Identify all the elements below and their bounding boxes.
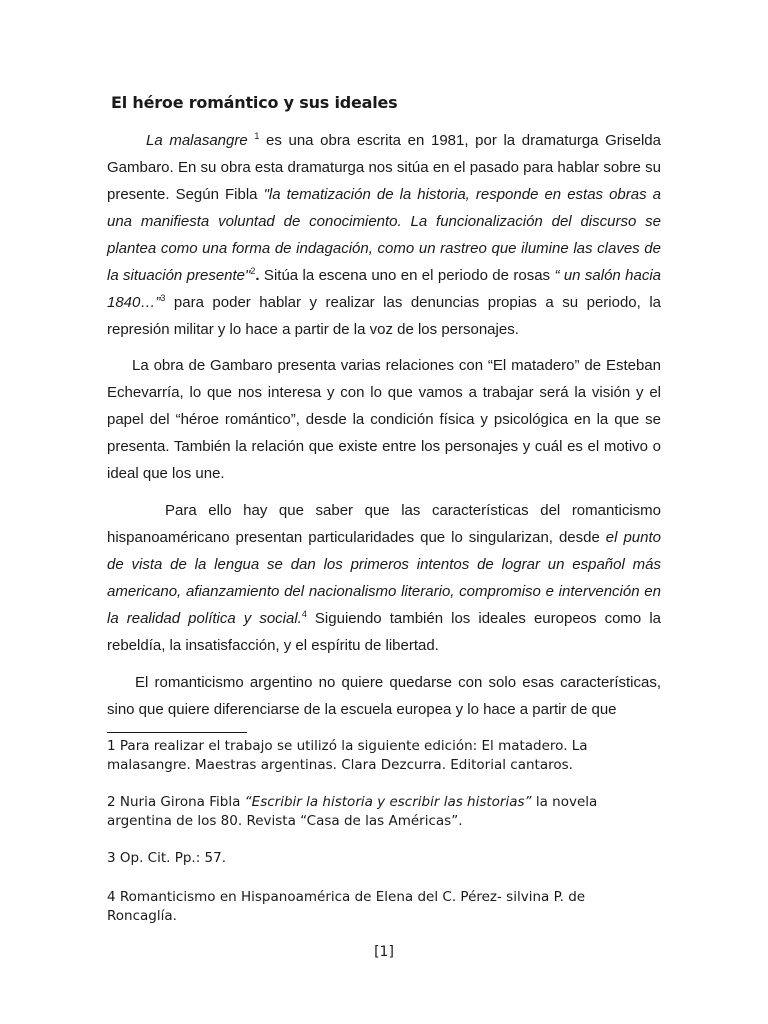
footnote-2-source: la novela argentina de los 80. Revista “Casa de las Américas”. [107, 794, 598, 829]
footnote-ref-3: 3 [160, 293, 166, 303]
period-mark: . [255, 267, 260, 284]
footnote-ref-1: 1 [254, 131, 260, 141]
paragraph-1-text-a: es una obra escrita en 1981, por la dramaturga Griselda Gambaro. En su obra esta dramaturga nos sitúa en el pasado para hablar sobre su presente. Según Fibla [107, 132, 661, 203]
footnote-ref-4: 4 [301, 609, 307, 619]
document-title: El héroe romántico y sus ideales [111, 93, 398, 112]
paragraph-1-text-b: Sitúa la escena uno en el periodo de rosas [259, 267, 555, 284]
paragraph-3 [107, 497, 661, 659]
footnote-2-title: “Escribir la historia y escribir las historias” [244, 794, 532, 810]
paragraph-1-text-c: para poder hablar y realizar las denuncias propias a su periodo, la represión militar y lo hace a partir de la voz de los personajes. [107, 294, 661, 338]
paragraph-2: La obra de Gambaro presenta varias relaciones con “El matadero” de Esteban Echevarría, lo que nos interesa y con lo que vamos a trabajar será la visión y el papel del “héroe romántico”, desde la condición física y psicológica en la que se presenta. También la relación que existe entre los personajes y cuál es el motivo o ideal que los une. [107, 357, 661, 482]
footnote-3: 3 Op. Cit. Pp.: 57. [107, 850, 227, 866]
footnote-divider [107, 732, 247, 733]
footnote-2-author: 2 Nuria Girona Fibla [107, 794, 245, 810]
footnote-1: 1 Para realizar el trabajo se utilizó la siguiente edición: El matadero. La malasangre. Maestras argentinas. Clara Dezcurra. Editorial cantaros. [107, 738, 588, 773]
footnote-2 [107, 793, 627, 831]
paragraph-1 [107, 127, 661, 343]
page-number: [1] [374, 944, 394, 960]
footnote-4: 4 Romanticismo en Hispanoamérica de Elena del C. Pérez- silvina P. de Roncaglía. [107, 889, 586, 924]
quote-salon: “ un salón hacia 1840…” [107, 267, 661, 311]
footnote-ref-2: 2 [250, 266, 256, 276]
quote-fibla: "la tematización de la historia, responde en estas obras a una manifiesta voluntad de conocimiento. La funcionalización del discurso se plantea como una forma de indagación, como un rastreo que ilumine las claves de la situación presente" [107, 186, 661, 284]
work-title: La malasangre [146, 132, 248, 149]
paragraph-3-text-b: Siguiendo también los ideales europeos como la rebeldía, la insatisfacción, y el espíritu de libertad. [107, 610, 661, 654]
paragraph-4: El romanticismo argentino no quiere quedarse con solo esas características, sino que quiere diferenciarse de la escuela europea y lo hace a partir de que [107, 674, 661, 718]
paragraph-3-text-a: Para ello hay que saber que las características del romanticismo hispanoaméricano presentan particularidades que lo singularizan, desde [107, 502, 661, 546]
quote-lengua: el punto de vista de la lengua se dan los primeros intentos de lograr un español más americano, afianzamiento del nacionalismo literario, compromiso e intervención en la realidad política y social. [107, 529, 661, 627]
